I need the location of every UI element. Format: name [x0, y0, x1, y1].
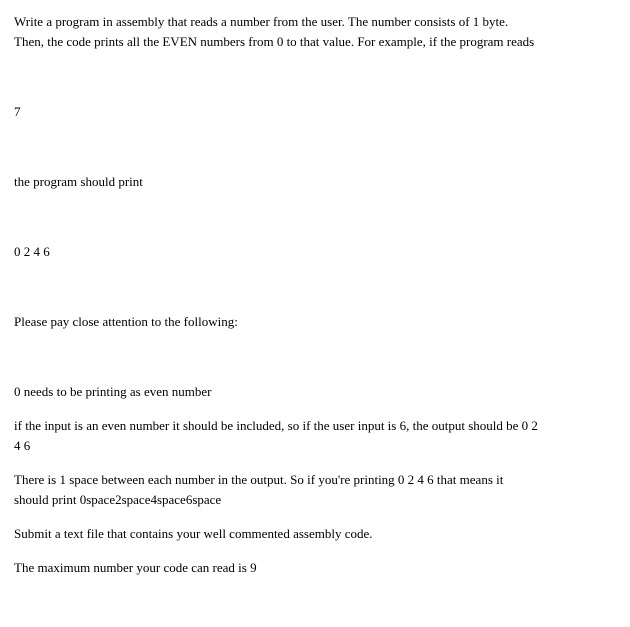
rule-spacing-line-2: should print 0space2space4space6space: [14, 492, 222, 507]
should-print-text: the program should print: [14, 174, 143, 189]
assignment-document: [14, 12, 614, 578]
rule-include-even-input: [14, 416, 614, 456]
intro-line-1: Write a program in assembly that reads a number from the user. The number consists of 1 byte.: [14, 14, 509, 29]
rule-include-even-line-1: if the input is an even number it should be included, so if the user input is 6, the output should be 0 2: [14, 418, 538, 433]
intro-line-2: Then, the code prints all the EVEN numbers from 0 to that value. For example, if the program reads: [14, 34, 535, 49]
rule-zero-even: 0 needs to be printing as even number: [14, 384, 212, 399]
submit-instruction: Submit a text file that contains your well commented assembly code.: [14, 526, 373, 541]
attention-heading: Please pay close attention to the following:: [14, 314, 238, 329]
rule-spacing: [14, 470, 614, 510]
intro-paragraph: [14, 12, 614, 52]
max-number-note: The maximum number your code can read is 9: [14, 560, 257, 575]
rule-spacing-line-1: There is 1 space between each number in the output. So if you're printing 0 2 4 6 that means it: [14, 472, 504, 487]
rule-include-even-line-2: 4 6: [14, 438, 31, 453]
example-input: 7: [14, 104, 21, 119]
example-output: 0 2 4 6: [14, 244, 50, 259]
